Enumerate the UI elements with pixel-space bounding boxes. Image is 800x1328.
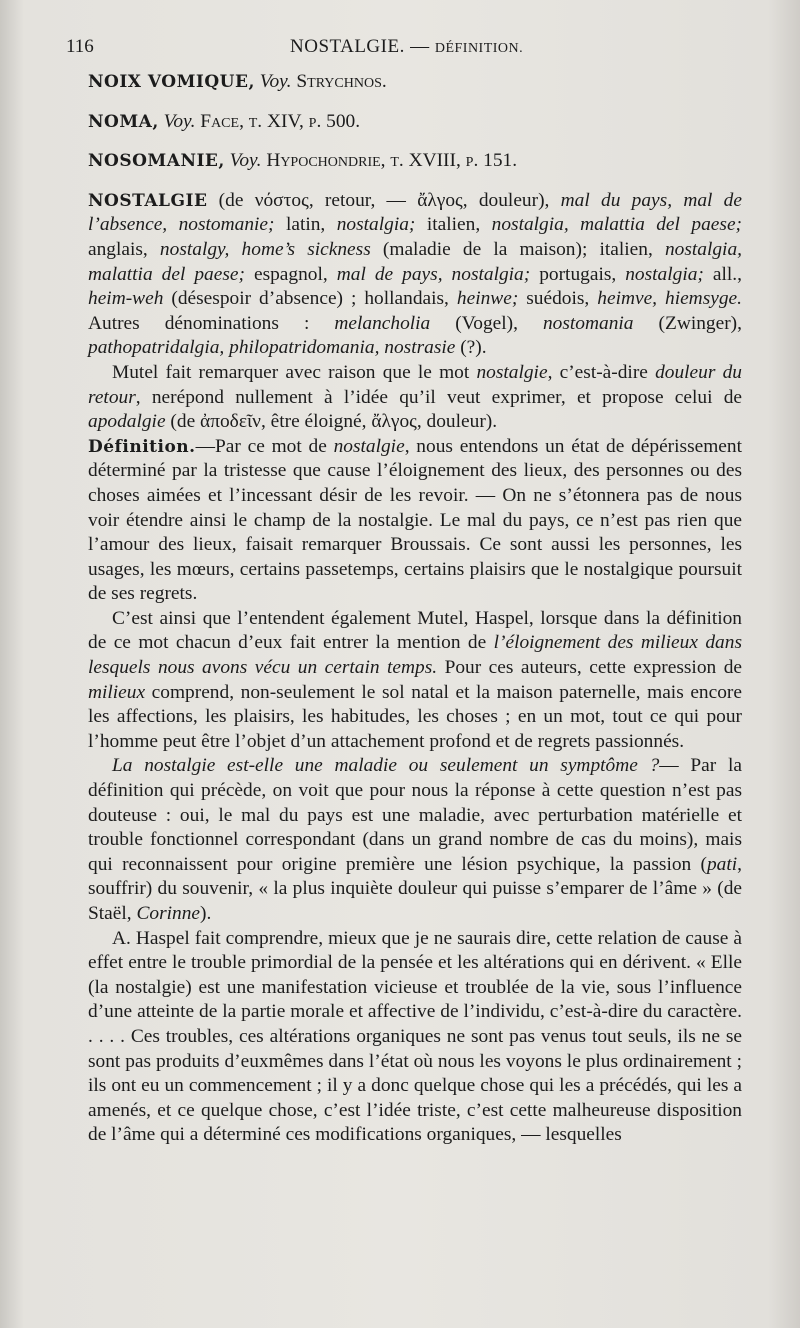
text-run: italien, bbox=[415, 214, 492, 236]
entry-nosomanie: NOSOMANIE, Voy. Hypochondrie, t. XVIII, p. 151. bbox=[88, 150, 518, 172]
text-run: all., bbox=[703, 263, 742, 285]
italic-run: nostalgy, home’s sickness bbox=[159, 238, 371, 260]
definition-paragraph-2 bbox=[88, 607, 742, 755]
page-body bbox=[88, 70, 742, 1148]
text-run: A. Haspel fait comprendre, mieux que je ne saurais dire, cette relation de cause à effet entre le trouble primordial de la pensée et les altérations qui en dérivent. « Elle (la nostalgie) est une manifestation vicieuse et troublée de la vie, sous l’influence d’une atteinte de la partie morale et affective de l’individu, c’est-à-dire du caractère. . . . . Ces troubles, ces altérations organiques ne sont pas venus tout seuls, ils ne se sont pas produits d’euxmêmes dans l’état où nous les voyons le plus ordinairement ; ils ont eu un commencement ; il y a donc quelque chose qui les a précédés, qui les a amenés, et ce quelque chose, c’est l’idée triste, c’est cette malheureuse disposition de l’âme qui a déterminé ces modifications organiques, — lesquelles bbox=[88, 927, 742, 1146]
text-run: (de bbox=[207, 189, 255, 211]
text-run: comprend, non-seulement le sol natal et la maison paternelle, mais encore les affections, les plaisirs, les habitudes, les choses ; en un mot, tout ce qui pour l’homme peut être l’objet d’un attachement profond et de regrets passionnés. bbox=[88, 681, 742, 752]
italic-run: nostalgia, malattia del paese; bbox=[491, 214, 743, 236]
text-run: , douleur), bbox=[462, 189, 561, 211]
italic-run: Corinne bbox=[136, 903, 201, 924]
italic-run: nostalgia; bbox=[336, 214, 416, 236]
italic-run: apodalgie bbox=[88, 411, 166, 433]
italic-run: heim-weh bbox=[88, 288, 164, 310]
italic-run: mal de pays, nostalgia; bbox=[336, 263, 531, 285]
text-run: ἄλγος bbox=[417, 189, 463, 211]
text-run: , nerépond nullement à l’idée qu’il veut exprimer, et propose celui de bbox=[135, 386, 742, 408]
definition-paragraph-4 bbox=[88, 927, 742, 1148]
entry-ref: Face, t. XIV, p. 500. bbox=[200, 110, 361, 132]
text-run: ). bbox=[200, 903, 212, 924]
text-run: latin, bbox=[274, 214, 337, 236]
italic-run: heinwe; bbox=[456, 288, 519, 310]
definition-paragraph-3 bbox=[88, 754, 742, 926]
italic-run: pati bbox=[706, 853, 738, 875]
italic-run: heimve, hiemsyge. bbox=[597, 288, 742, 310]
section-head: Définition. bbox=[88, 436, 196, 457]
text-run: , souffrir) du souvenir, « la plus inquiète douleur qui puisse s’emparer de l’âme » (de Staël, bbox=[88, 853, 742, 924]
entry-head: NOMA, bbox=[88, 111, 159, 132]
text-run: ἀποδεῖν bbox=[200, 411, 261, 433]
definition-paragraph-1 bbox=[88, 435, 742, 607]
entry-head: NOSTALGIE bbox=[88, 190, 208, 211]
italic-run: melancholia bbox=[334, 312, 431, 334]
text-run: portugais, bbox=[530, 263, 626, 285]
italic-run: nostalgie bbox=[333, 435, 405, 457]
text-run: (Zwinger), bbox=[633, 312, 742, 334]
text-run: —Par ce mot de bbox=[195, 435, 334, 457]
text-runs bbox=[88, 362, 742, 432]
text-run: , nous entendons un état de dépérissement déterminé par la tristesse que cause l’éloignement des lieux, des personnes ou des choses aimées et l’incessant désir de les revoir. — On ne s’étonnera pas de nous voir étendre ainsi le champ de la nostalgie. Le mal du pays, ce n’est pas rien que l’amour des lieux, faisait remarquer Broussais. Ce sont aussi les personnes, les usages, les mœurs, certains passetemps, certains plaisirs que le nostalgique poursuit de ses regrets. bbox=[88, 435, 742, 605]
text-run: ἄλγος bbox=[371, 411, 417, 433]
text-run: Autres dénominations : bbox=[88, 312, 335, 334]
entry-noma: NOMA, Voy. Face, t. XIV, p. 500. bbox=[88, 110, 361, 132]
italic-run: pathopatridalgia, philopatridomania, nostrasie bbox=[88, 337, 456, 359]
text-run: , c’est-à-dire bbox=[547, 361, 656, 383]
text-run: (de bbox=[165, 411, 201, 433]
italic-run: nostalgie bbox=[476, 361, 548, 383]
text-run: , retour, — bbox=[308, 189, 418, 211]
page-number: 116 bbox=[66, 36, 94, 57]
nostalgie-paragraph-1 bbox=[88, 189, 742, 361]
text-runs bbox=[88, 436, 742, 605]
text-run: , être éloigné, bbox=[260, 411, 372, 433]
text-run: (maladie de la maison); italien, bbox=[370, 238, 665, 260]
entry-head: NOIX VOMIQUE, bbox=[88, 72, 255, 92]
text-run: suédois, bbox=[518, 288, 598, 310]
running-title: NOSTALGIE. — DÉFINITION. bbox=[290, 36, 524, 57]
text-runs bbox=[88, 755, 742, 924]
text-run: (Vogel), bbox=[430, 312, 543, 334]
text-run: Mutel fait remarquer avec raison que le mot bbox=[112, 361, 477, 383]
italic-run: douleur du retour bbox=[88, 361, 742, 408]
text-run: (désespoir d’absence) ; hollandais, bbox=[163, 288, 457, 310]
text-run: Pour ces auteurs, cette expression de bbox=[437, 657, 742, 679]
italic-run: milieux bbox=[88, 681, 146, 703]
text-runs bbox=[88, 608, 742, 752]
text-run: anglais, bbox=[88, 238, 160, 260]
text-run: , douleur). bbox=[416, 411, 498, 433]
italic-run: nostomania bbox=[542, 312, 634, 334]
italic-run: nostalgia, malattia del paese; bbox=[88, 238, 742, 285]
text-run: espagnol, bbox=[244, 263, 337, 285]
text-run: C’est ainsi que l’entendent également Mutel, Haspel, lorsque dans la définition de ce mot chacun d’eux fait entrer la mention de bbox=[88, 607, 742, 654]
page-header bbox=[66, 36, 746, 66]
entry-ref: Hypochondrie, t. XVIII, p. 151. bbox=[266, 150, 518, 172]
italic-run: La nostalgie est-elle une maladie ou seulement un symptôme ? bbox=[112, 755, 660, 777]
text-run: — Par la définition qui précède, on voit que pour nous la réponse à cette question n’est pas douteuse : oui, le mal du pays est une maladie, avec perturbation matérielle et trouble fonctionnel correspondant (dans un grand nombre de cas du moins), mais qui reconnaissent pour origine première une lésion psychique, la passion ( bbox=[88, 755, 742, 875]
nostalgie-paragraph-2 bbox=[88, 361, 742, 435]
text-run: (?). bbox=[455, 337, 487, 359]
italic-run: l’éloignement des milieux dans lesquels nous avons vécu un certain temps. bbox=[88, 632, 742, 679]
italic-run: nostalgia; bbox=[625, 263, 704, 285]
entry-head: NOSOMANIE, bbox=[88, 151, 225, 172]
entry-ref: Strychnos. bbox=[296, 71, 387, 92]
text-run: νόστος bbox=[254, 189, 309, 211]
text-runs bbox=[88, 190, 742, 359]
italic-run: mal du pays, mal de l’absence, nostomanie; bbox=[88, 189, 742, 236]
text-runs bbox=[88, 928, 742, 1146]
entry-noix-vomique: NOIX VOMIQUE, Voy. Strychnos. bbox=[88, 71, 387, 92]
